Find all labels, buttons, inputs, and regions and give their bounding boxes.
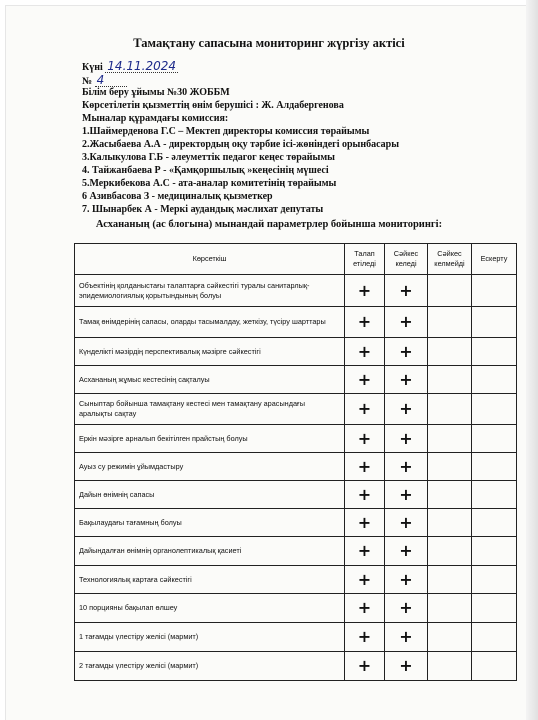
date-line xyxy=(82,60,178,74)
note-cell xyxy=(472,307,517,338)
required-cell: + xyxy=(345,307,385,338)
note-cell xyxy=(472,509,517,537)
required-cell: + xyxy=(345,394,385,425)
column-header-compliant: Сәйкес келеді xyxy=(385,244,428,275)
indicator-cell: Технологиялық картаға сәйкестігі xyxy=(75,566,345,594)
compliant-cell: + xyxy=(385,652,428,681)
required-cell: + xyxy=(345,623,385,652)
indicator-cell: Күнделікті мәзірдің перспективалық мәзірге сәйкестігі xyxy=(75,338,345,366)
noncompliant-cell xyxy=(428,566,472,594)
page-edge-shadow xyxy=(526,0,538,720)
compliant-cell: + xyxy=(385,509,428,537)
table-row xyxy=(75,623,517,652)
compliant-cell: + xyxy=(385,453,428,481)
number-line xyxy=(82,74,127,88)
number-value: 4 xyxy=(95,74,127,87)
required-cell: + xyxy=(345,425,385,453)
commission-member: 2.Жасыбаева А.А - директордың оқу тәрбие ісі-жөніндегі орынбасары xyxy=(82,139,400,150)
table-row xyxy=(75,566,517,594)
number-label: № xyxy=(82,76,93,87)
required-cell: + xyxy=(345,594,385,623)
commission-member: 5.Меркибекова А.С - ата-аналар комитетінің төрайымы xyxy=(82,178,337,189)
monitoring-table xyxy=(74,243,517,681)
note-cell xyxy=(472,652,517,681)
noncompliant-cell xyxy=(428,394,472,425)
compliant-cell: + xyxy=(385,594,428,623)
commission-label: Мыналар құрамдағы комиссия: xyxy=(82,113,229,124)
indicator-cell: Ауыз су режимін ұйымдастыру xyxy=(75,453,345,481)
note-cell xyxy=(472,366,517,394)
required-cell: + xyxy=(345,537,385,566)
compliant-cell: + xyxy=(385,537,428,566)
required-cell: + xyxy=(345,453,385,481)
noncompliant-cell xyxy=(428,509,472,537)
note-cell xyxy=(472,275,517,307)
compliant-cell: + xyxy=(385,481,428,509)
indicator-cell: 1 тағамды үлестіру желісі (мармит) xyxy=(75,623,345,652)
table-row xyxy=(75,394,517,425)
note-cell xyxy=(472,537,517,566)
date-value: 14.11.2024 xyxy=(107,59,177,73)
indicator-cell: Тамақ өнімдерінің сапасы, оларды тасымалдау, жеткізу, түсіру шарттары xyxy=(75,307,345,338)
noncompliant-cell xyxy=(428,537,472,566)
table-row xyxy=(75,366,517,394)
required-cell: + xyxy=(345,652,385,681)
indicator-cell: 2 тағамды үлестіру желісі (мармит) xyxy=(75,652,345,681)
noncompliant-cell xyxy=(428,594,472,623)
noncompliant-cell xyxy=(428,307,472,338)
table-header-row xyxy=(75,244,517,275)
required-cell: + xyxy=(345,275,385,307)
note-cell xyxy=(472,623,517,652)
column-header-required: Талап етіледі xyxy=(345,244,385,275)
table-row xyxy=(75,537,517,566)
commission-member: 4. Тайжанбаева Р - «Қамқоршылық »кеңесінің мүшесі xyxy=(82,165,329,176)
indicator-cell: Дайындалған өнімнің органолептикалық қасиеті xyxy=(75,537,345,566)
column-header-noncompliant: Сәйкес келмейді xyxy=(428,244,472,275)
noncompliant-cell xyxy=(428,425,472,453)
compliant-cell: + xyxy=(385,394,428,425)
provider-line: Көрсетілетін қызметтің өнім берушісі : Ж. Алдабергенова xyxy=(82,100,344,111)
note-cell xyxy=(472,394,517,425)
table-row xyxy=(75,338,517,366)
table-row xyxy=(75,425,517,453)
commission-member: 6 Азивбасова З - медициналық қызметкер xyxy=(82,191,273,202)
date-label: Күні xyxy=(82,62,103,73)
section-title: Асхананың (ас блогына) мынандай параметрлер бойынша мониторингі: xyxy=(95,219,443,230)
indicator-cell: Асхананың жұмыс кестесінің сақталуы xyxy=(75,366,345,394)
indicator-cell: Бақылаудағы тағамның болуы xyxy=(75,509,345,537)
column-header-indicator: Көрсеткіш xyxy=(75,244,345,275)
note-cell xyxy=(472,338,517,366)
table-row xyxy=(75,453,517,481)
compliant-cell: + xyxy=(385,366,428,394)
indicator-cell: 10 порцияны бақылап өлшеу xyxy=(75,594,345,623)
table-row xyxy=(75,275,517,307)
note-cell xyxy=(472,594,517,623)
table-row xyxy=(75,307,517,338)
document-title: Тамақтану сапасына мониторинг жүргізу актісі xyxy=(133,36,405,50)
compliant-cell: + xyxy=(385,623,428,652)
note-cell xyxy=(472,566,517,594)
commission-member: 1.Шаймерденова Г.С – Мектеп директоры комиссия төрайымы xyxy=(82,126,370,137)
commission-member: 7. Шынарбек А - Меркі аудандық мәслихат депутаты xyxy=(82,204,324,215)
indicator-cell: Еркін мәзірге арналып бекітілген прайстың болуы xyxy=(75,425,345,453)
school-line: Білім беру ұйымы №30 ЖОББМ xyxy=(82,87,230,98)
note-cell xyxy=(472,481,517,509)
compliant-cell: + xyxy=(385,307,428,338)
noncompliant-cell xyxy=(428,623,472,652)
commission-member: 3.Калыкулова Г.Б - әлеуметтік педагог кеңес төрайымы xyxy=(82,152,335,163)
table-body xyxy=(75,275,517,681)
note-cell xyxy=(472,425,517,453)
required-cell: + xyxy=(345,481,385,509)
compliant-cell: + xyxy=(385,275,428,307)
indicator-cell: Дайын өнімнің сапасы xyxy=(75,481,345,509)
noncompliant-cell xyxy=(428,652,472,681)
table-row xyxy=(75,652,517,681)
noncompliant-cell xyxy=(428,481,472,509)
noncompliant-cell xyxy=(428,275,472,307)
table-row xyxy=(75,509,517,537)
table-row xyxy=(75,481,517,509)
required-cell: + xyxy=(345,566,385,594)
compliant-cell: + xyxy=(385,566,428,594)
indicator-cell: Сыныптар бойынша тамақтану кестесі мен тамақтану арасындағы аралықты сақтау xyxy=(75,394,345,425)
note-cell xyxy=(472,453,517,481)
noncompliant-cell xyxy=(428,338,472,366)
compliant-cell: + xyxy=(385,425,428,453)
required-cell: + xyxy=(345,338,385,366)
required-cell: + xyxy=(345,366,385,394)
column-header-note: Ескерту xyxy=(472,244,517,275)
table-row xyxy=(75,594,517,623)
noncompliant-cell xyxy=(428,453,472,481)
indicator-cell: Объектінің қолданыстағы талаптарға сәйкестігі туралы санитарлық-эпидемиологиялық қорытындының болуы xyxy=(75,275,345,307)
required-cell: + xyxy=(345,509,385,537)
compliant-cell: + xyxy=(385,338,428,366)
noncompliant-cell xyxy=(428,366,472,394)
